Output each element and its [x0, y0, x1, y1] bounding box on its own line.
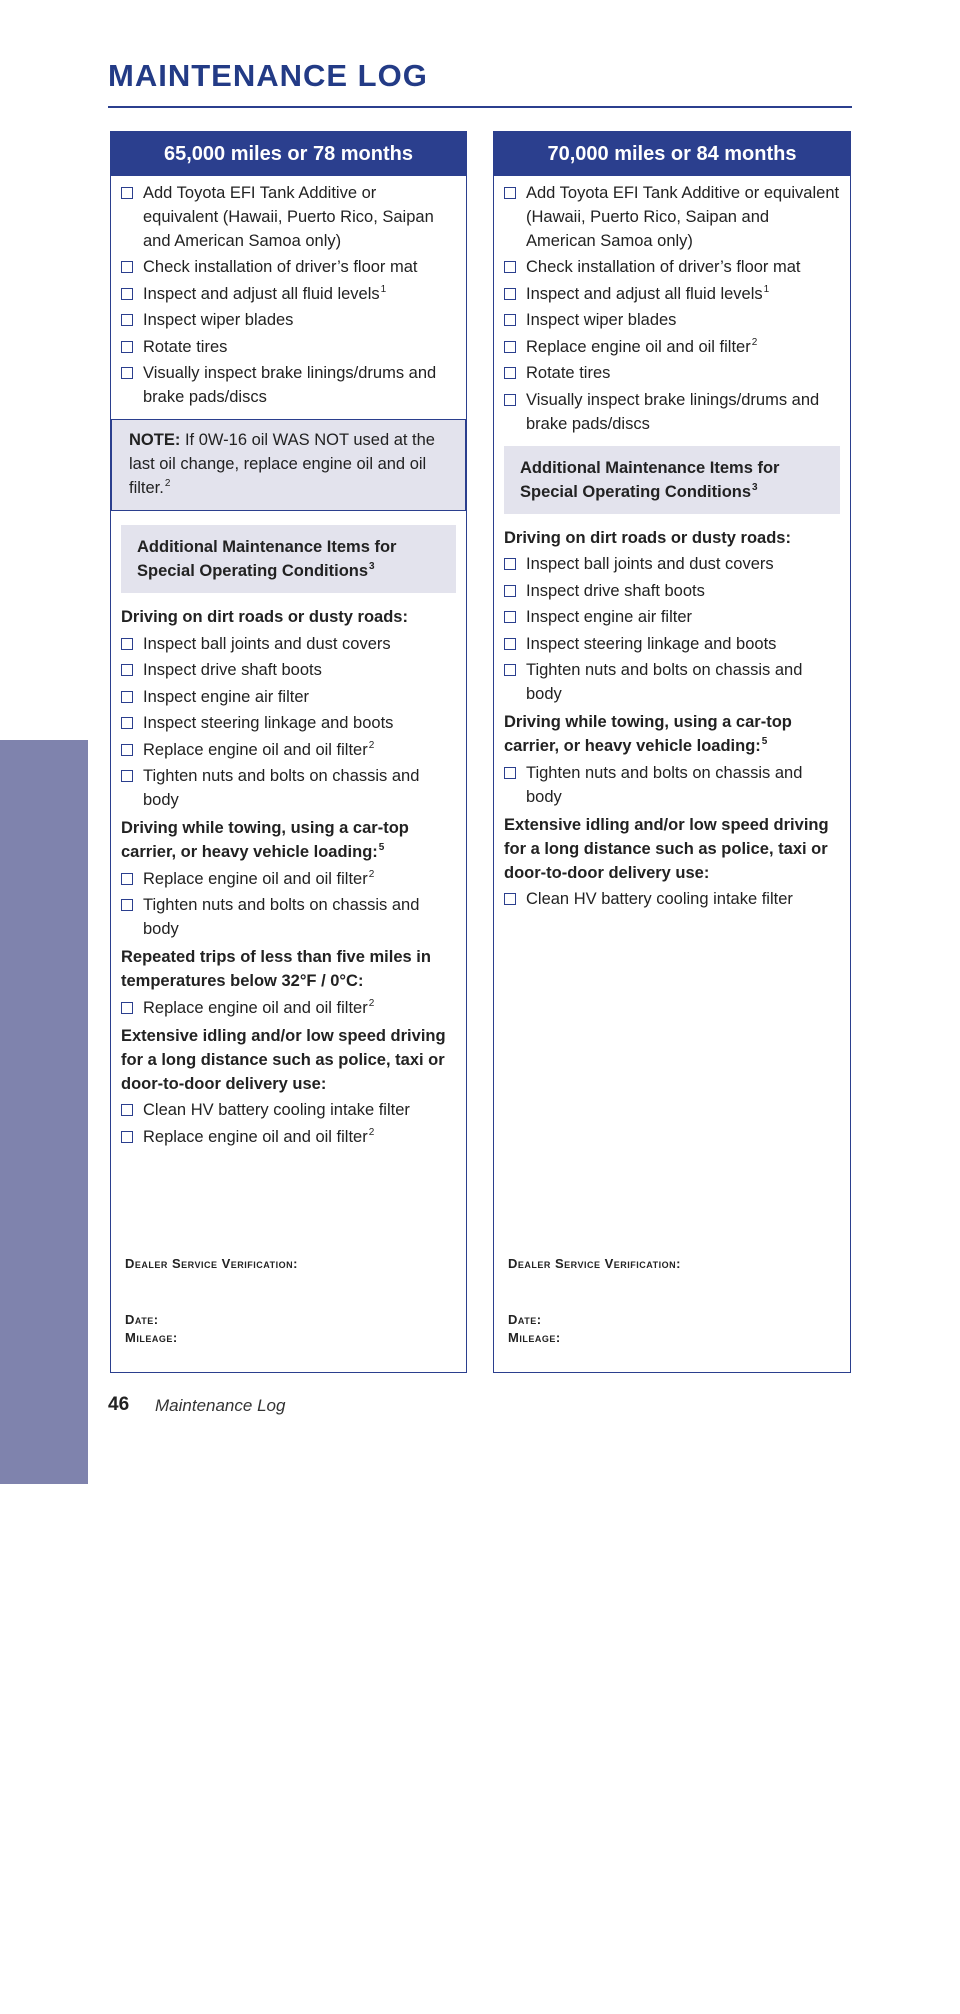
checkbox[interactable] — [121, 341, 133, 353]
checkbox[interactable] — [504, 314, 516, 326]
checkbox[interactable] — [504, 261, 516, 273]
checkbox[interactable] — [121, 288, 133, 300]
item-text: Visually inspect brake linings/drums and brake pads/discs — [526, 390, 820, 433]
checkbox[interactable] — [121, 691, 133, 703]
item-text: Inspect engine air filter — [526, 608, 693, 626]
section-heading: Driving on dirt roads or dusty roads: — [121, 608, 408, 626]
checklist-item[interactable] — [121, 685, 456, 709]
footnote-ref: 5 — [761, 736, 768, 747]
note-box — [111, 419, 466, 511]
title-rule — [108, 106, 852, 108]
note-label: NOTE: — [129, 431, 181, 449]
special-conditions-box — [121, 525, 456, 593]
item-text: Add Toyota EFI Tank Additive or equivalent (Hawaii, Puerto Rico, Saipan and American Samoa only) — [143, 183, 434, 250]
checklist-item[interactable] — [504, 605, 840, 629]
footnote-ref: 5 — [378, 842, 385, 853]
footnote-ref: 2 — [164, 478, 171, 489]
checklist-item[interactable] — [121, 893, 456, 941]
item-text: Inspect wiper blades — [526, 311, 677, 329]
checkbox[interactable] — [121, 638, 133, 650]
checklist-item[interactable] — [121, 632, 456, 656]
checklist-item[interactable] — [504, 335, 840, 359]
checkbox[interactable] — [121, 664, 133, 676]
checkbox[interactable] — [121, 1104, 133, 1116]
item-text: Inspect wiper blades — [143, 311, 294, 329]
checklist-item[interactable] — [121, 335, 456, 359]
checkbox[interactable] — [121, 367, 133, 379]
item-text: Tighten nuts and bolts on chassis and body — [143, 767, 420, 809]
checkbox[interactable] — [504, 558, 516, 570]
item-text: Inspect ball joints and dust covers — [143, 634, 391, 653]
checkbox[interactable] — [504, 611, 516, 623]
checkbox[interactable] — [121, 314, 133, 326]
checkbox[interactable] — [504, 394, 516, 406]
footnote-ref: 2 — [368, 868, 375, 880]
checklist-item[interactable] — [504, 308, 840, 332]
checkbox[interactable] — [121, 717, 133, 729]
card-body — [111, 176, 466, 1149]
checklist-item[interactable] — [504, 761, 840, 809]
item-text: Check installation of driver’s floor mat — [143, 258, 418, 276]
checklist-item[interactable] — [504, 388, 840, 436]
item-text: Inspect engine air filter — [143, 687, 310, 706]
checklist-item[interactable] — [504, 632, 840, 656]
checklist-item[interactable] — [504, 579, 840, 603]
item-text: Clean HV battery cooling intake filter — [526, 890, 793, 908]
checkbox[interactable] — [504, 367, 516, 379]
item-text: Clean HV battery cooling intake filter — [143, 1101, 410, 1119]
footnote-ref: 3 — [369, 561, 375, 572]
checkbox[interactable] — [504, 664, 516, 676]
maintenance-card-70000 — [493, 131, 851, 1373]
checkbox[interactable] — [121, 261, 133, 273]
checklist-item[interactable] — [121, 764, 456, 812]
footnote-ref: 3 — [752, 481, 758, 493]
section-heading: Extensive idling and/or low speed driving for a long distance such as police, taxi or door-to-door delivery use: — [504, 815, 829, 882]
item-text: Replace engine oil and oil filter — [143, 998, 368, 1017]
page-number: 46 — [108, 1394, 130, 1415]
page-footer-label: Maintenance Log — [155, 1396, 286, 1415]
item-text: Replace engine oil and oil filter — [143, 869, 368, 888]
item-text: Rotate tires — [143, 337, 228, 356]
checklist-item[interactable] — [121, 996, 456, 1020]
section-heading: Driving while towing, using a car-top carrier, or heavy vehicle loading:$^5$ — [504, 713, 792, 755]
checkbox[interactable] — [504, 638, 516, 650]
card-header: 70,000 miles or 84 months — [494, 132, 850, 176]
footnote-ref: 2 — [368, 997, 375, 1009]
special-conditions-text: Additional Maintenance Items for Special Operating Conditions — [520, 458, 780, 501]
footnote-ref: 1 — [763, 283, 770, 295]
checklist-item[interactable] — [504, 887, 840, 911]
section-heading: Driving on dirt roads or dusty roads: — [504, 528, 791, 547]
checklist-item[interactable] — [121, 1098, 456, 1122]
checklist-item[interactable] — [121, 255, 456, 279]
footnote-ref: 2 — [368, 739, 375, 751]
item-text: Visually inspect brake linings/drums and brake pads/discs — [143, 364, 437, 406]
checklist-item[interactable] — [121, 738, 456, 762]
page-title: MAINTENANCE LOG — [108, 58, 428, 93]
checklist-item[interactable] — [121, 308, 456, 332]
checklist-item[interactable] — [121, 711, 456, 735]
checklist-item[interactable] — [121, 1125, 456, 1149]
checkbox[interactable] — [121, 899, 133, 911]
card-body — [494, 176, 850, 911]
checkbox[interactable] — [121, 873, 133, 885]
checklist-item[interactable] — [121, 361, 456, 409]
checklist-item[interactable] — [504, 255, 840, 279]
checkbox[interactable] — [504, 767, 516, 779]
checklist-item[interactable] — [504, 361, 840, 385]
item-text: Tighten nuts and bolts on chassis and body — [526, 661, 803, 703]
section-heading: Driving while towing, using a car-top carrier, or heavy vehicle loading:$^5$ — [121, 819, 409, 861]
checkbox[interactable] — [121, 187, 133, 199]
footnote-ref: 2 — [751, 336, 758, 348]
note-text: If 0W-16 oil WAS NOT used at the last oil change, replace engine oil and oil filter. — [129, 431, 435, 497]
item-text: Inspect and adjust all fluid levels — [526, 284, 763, 303]
side-tab — [0, 740, 88, 2014]
maintenance-card-65000 — [110, 131, 467, 1373]
checklist-item[interactable] — [121, 181, 456, 253]
item-text: Replace engine oil and oil filter — [143, 1127, 368, 1146]
checklist-item[interactable] — [121, 282, 456, 306]
checklist-item[interactable] — [121, 867, 456, 891]
item-text: Add Toyota EFI Tank Additive or equivalent (Hawaii, Puerto Rico, Saipan and American Samoa only) — [526, 183, 840, 250]
section-heading: Extensive idling and/or low speed driving for a long distance such as police, taxi or door-to-door delivery use: — [121, 1026, 446, 1093]
item-text: Inspect ball joints and dust covers — [526, 555, 774, 573]
checklist-item[interactable] — [504, 282, 840, 306]
item-text: Inspect drive shaft boots — [143, 661, 322, 679]
checkbox[interactable] — [504, 585, 516, 597]
checkbox[interactable] — [504, 288, 516, 300]
checkbox[interactable] — [504, 187, 516, 199]
dealer-verification-label: Dealer Service Verification: — [508, 1256, 681, 1271]
date-label: Date: — [508, 1312, 542, 1327]
date-label: Date: — [125, 1312, 159, 1327]
item-text: Inspect drive shaft boots — [526, 581, 705, 600]
checklist-item[interactable] — [504, 552, 840, 576]
footnote-ref: 1 — [380, 283, 387, 295]
side-tab-label: MAINTENANCE — [22, 1689, 65, 2014]
checklist-item[interactable] — [121, 658, 456, 682]
dealer-verification-label: Dealer Service Verification: — [125, 1256, 298, 1271]
item-text: Replace engine oil and oil filter — [526, 337, 751, 356]
footnote-ref: 2 — [368, 1126, 375, 1138]
item-text: Inspect steering linkage and boots — [143, 714, 394, 732]
mileage-label: Mileage: — [125, 1330, 178, 1345]
checkbox[interactable] — [504, 341, 516, 353]
item-text: Replace engine oil and oil filter — [143, 740, 368, 759]
checkbox[interactable] — [121, 1131, 133, 1143]
mileage-label: Mileage: — [508, 1330, 561, 1345]
item-text: Inspect steering linkage and boots — [526, 634, 777, 653]
checklist-item[interactable] — [504, 181, 840, 253]
checkbox[interactable] — [121, 744, 133, 756]
item-text: Tighten nuts and bolts on chassis and body — [143, 896, 420, 938]
item-text: Tighten nuts and bolts on chassis and body — [526, 763, 803, 806]
card-header: 65,000 miles or 78 months — [111, 132, 466, 176]
checkbox[interactable] — [504, 893, 516, 905]
checklist — [121, 181, 456, 410]
special-conditions-box — [504, 446, 840, 514]
item-text: Rotate tires — [526, 364, 611, 382]
item-text: Inspect and adjust all fluid levels — [143, 284, 380, 303]
checkbox[interactable] — [121, 1002, 133, 1014]
checklist-item[interactable] — [504, 658, 840, 706]
section-heading: Repeated trips of less than five miles in temperatures below 32°F / 0°C: — [121, 948, 431, 990]
special-conditions-text: Additional Maintenance Items for Special Operating Conditions — [137, 538, 397, 580]
item-text: Check installation of driver’s floor mat — [526, 258, 801, 276]
checkbox[interactable] — [121, 770, 133, 782]
